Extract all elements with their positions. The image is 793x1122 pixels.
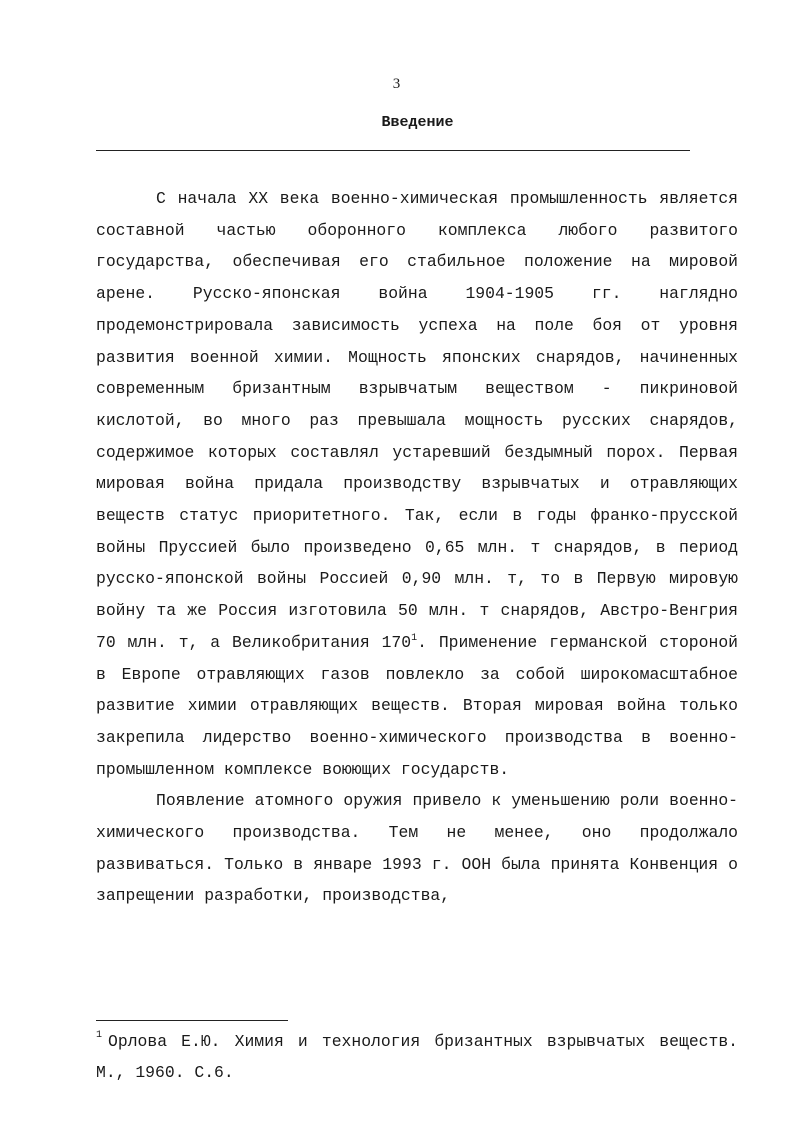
- footnote-divider: [96, 1020, 288, 1021]
- footnote: [96, 1026, 738, 1088]
- paragraph-2: Появление атомного оружия привело к уменьшению роли военно-химического производства. Тем не менее, оно продолжало развиваться. Только в январе 1993 г. ООН была принята Конвенция о запрещении разработки, производства,: [96, 791, 738, 906]
- page-title: Введение: [381, 114, 454, 131]
- body-text: [96, 183, 738, 912]
- footnote-marker: 1: [96, 1030, 103, 1041]
- paragraph-1: [96, 183, 738, 785]
- footnote-reference: 1: [411, 632, 418, 644]
- paragraph-1-continuation: . Применение германской стороной в Европе отравляющих газов повлекло за собой широкомасштабное развитие химии отравляющих веществ. Вторая мировая война только закрепила лидерство военно-химического производства в военно-промышленном комплексе воюющих государств.: [96, 632, 738, 779]
- title-divider: [96, 150, 690, 151]
- page-number: 3: [392, 76, 401, 92]
- footnote-text: Орлова Е.Ю. Химия и технология бризантных взрывчатых веществ. М., 1960. С.6.: [96, 1032, 738, 1082]
- paragraph-1-text: С начала XX века военно-химическая промышленность является составной частью оборонного комплекса любого развитого государства, обеспечивая его стабильное положение на мировой арене. Русско-японская война 1904-1905 гг. наглядно продемонстрировала зависимость успеха на поле боя от уровня развития военной химии. Мощность японских снарядов, начиненных современным бризантным взрывчатым веществом - пикриновой кислотой, во много раз превышала мощность русских снарядов, содержимое которых составлял устаревший бездымный порох. Первая мировая война придала производству взрывчатых и отравляющих веществ статус приоритетного. Так, если в годы франко-прусской войны Пруссией было произведено 0,65 млн. т снарядов, в период русско-японской войны Россией 0,90 млн. т, то в Первую мировую войну та же Россия изготовила 50 млн. т снарядов, Австро-Венгрия 70 млн. т, а Великобритания 170: [96, 189, 738, 652]
